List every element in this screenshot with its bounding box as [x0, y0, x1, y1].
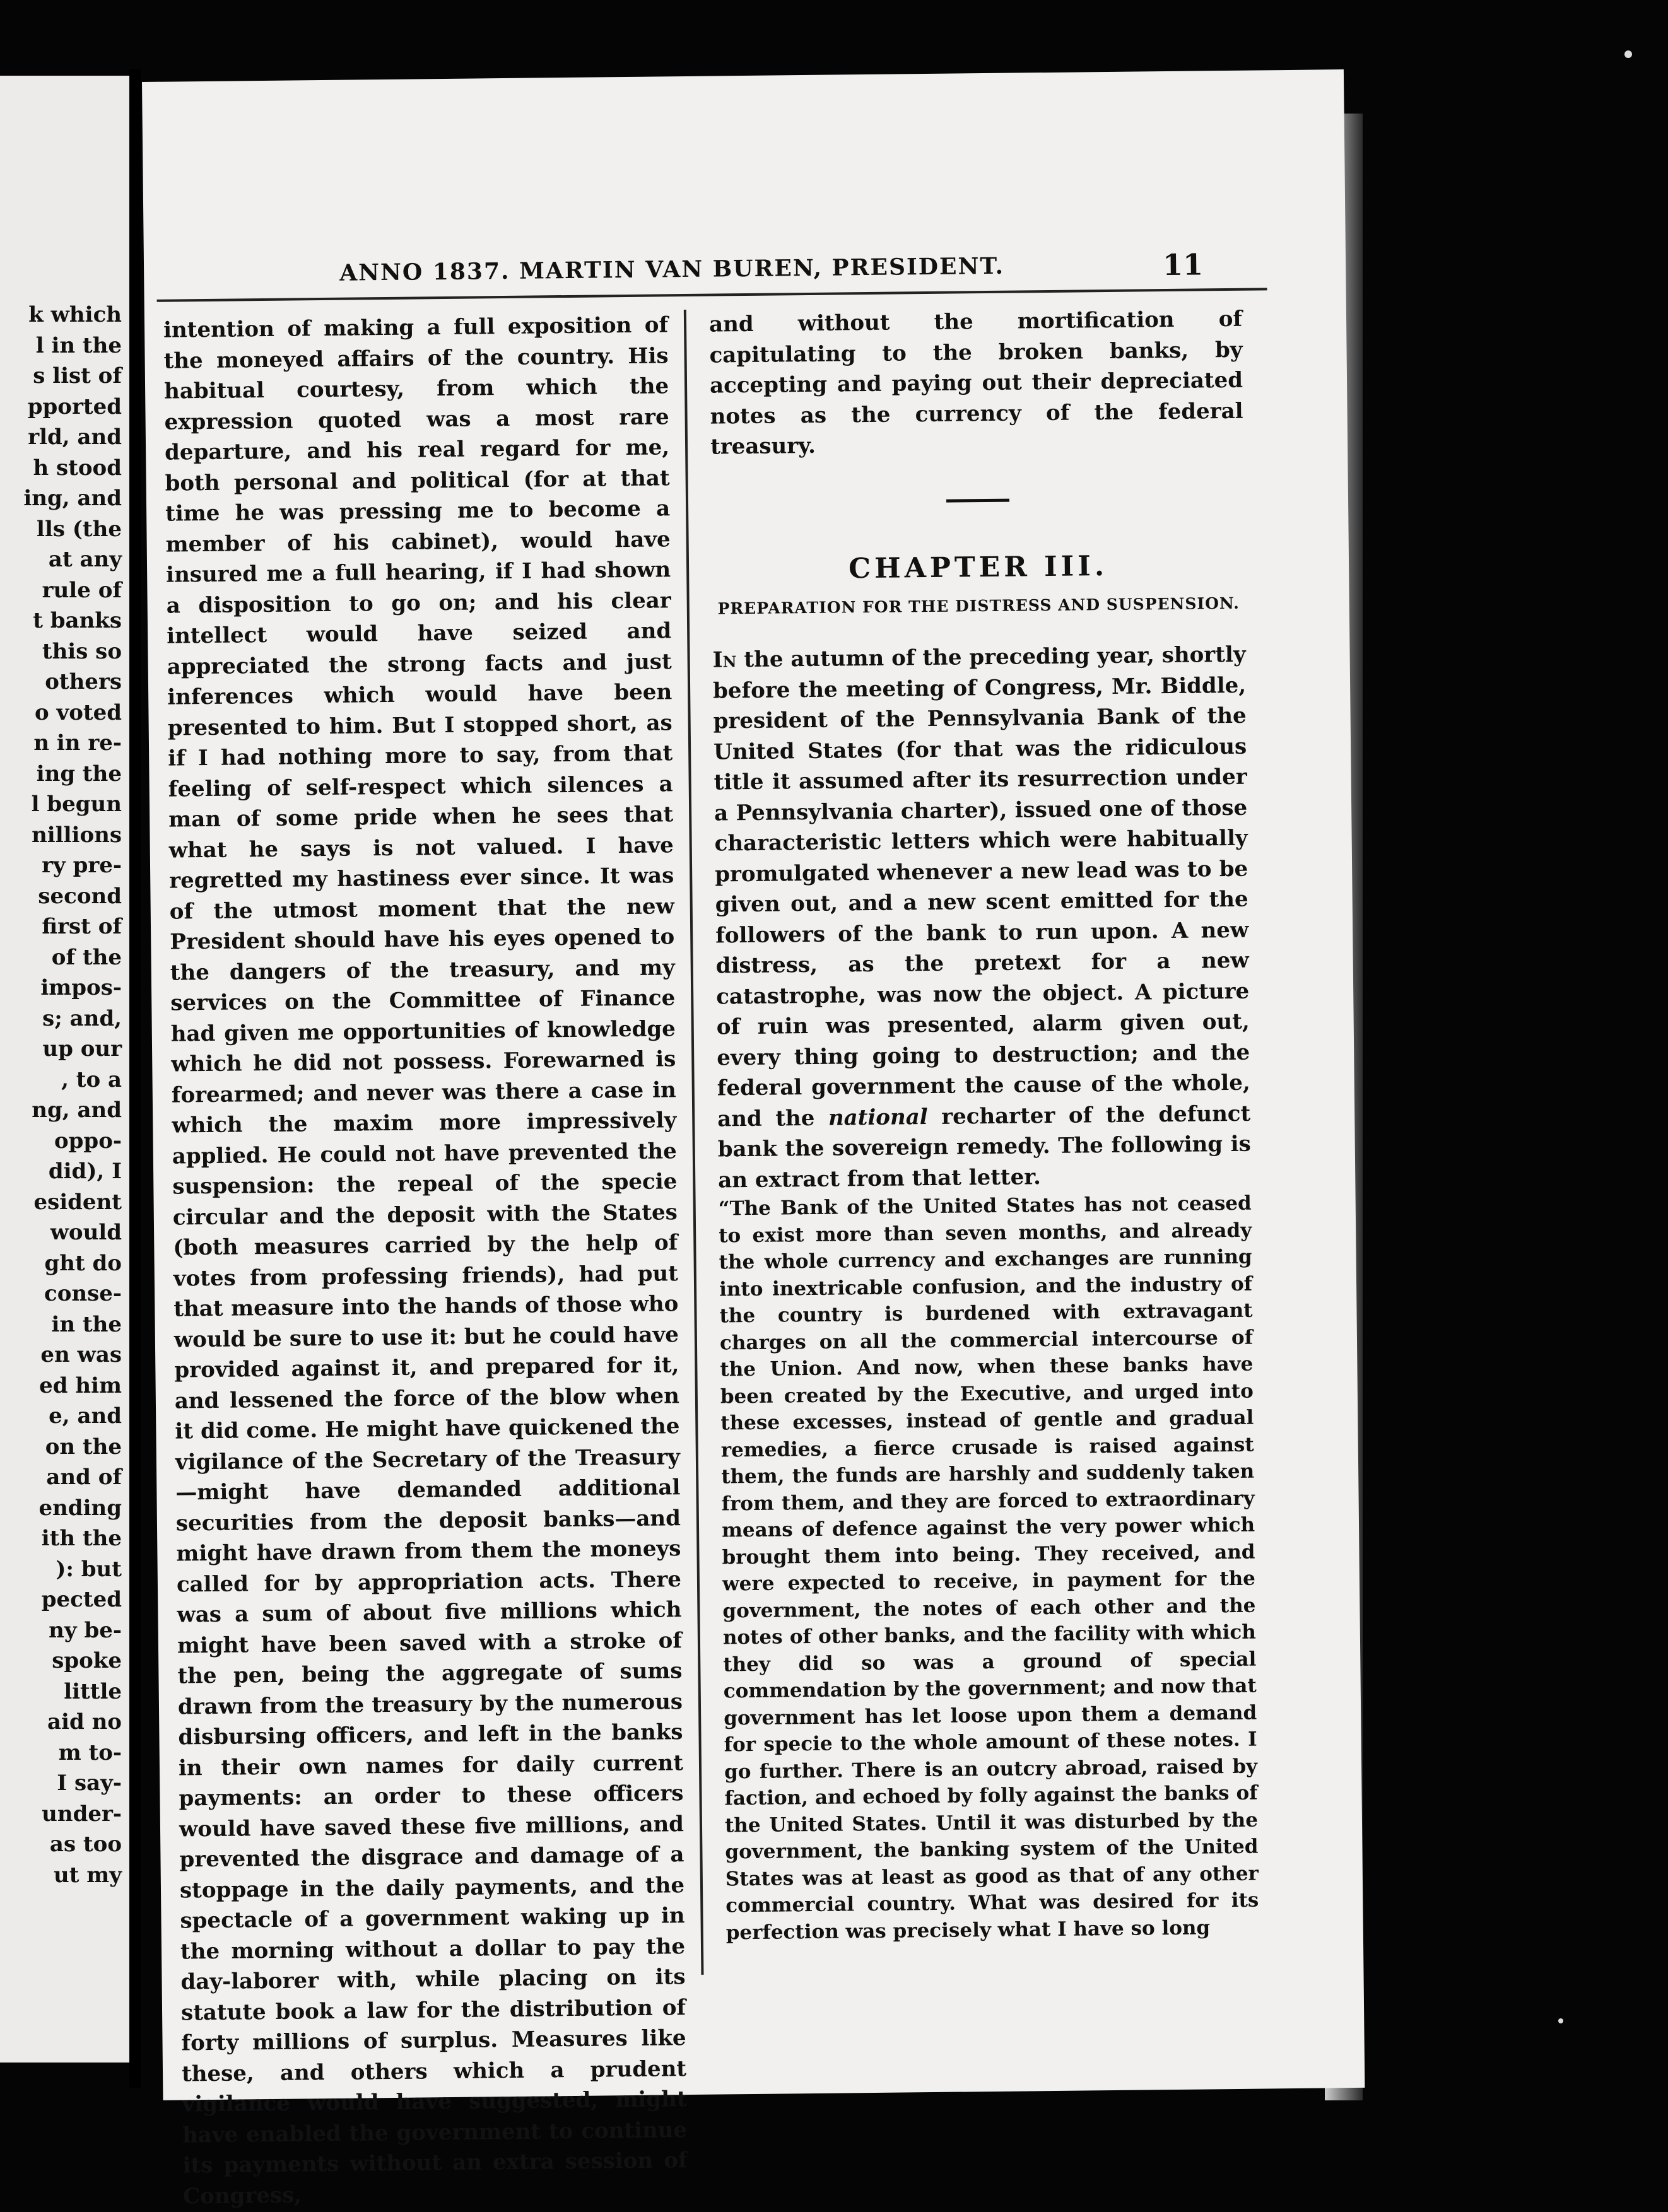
quoted-letter: “The Bank of the United States has not ceased to exist more than seven months, and already the whole currency and exchanges are running into inextricable confusion, and the industry of the country is burdened with extravagant charges on all the commercial intercourse of the Union. And now, when these banks have been created by the Executive, and urged into these excesses, instead of gentle and gradual remedies, a fierce crusade is raised against them, the funds are harshly and suddenly taken from them, and they are forced to extraordinary means of defence against the very power which brought them into being. They received, and were expected to receive, in payment for the government, the notes of each other and the notes of other banks, and the facility with which they did so was a ground of special commendation by the government; and now that government has let loose upon them a demand for specie to the whole amount of these notes. I go further. There is an outcry abroad, raised by faction, and echoed by folly against the banks of the United States. Until it was disturbed by the government, the banking system of the United States was at least as good as that of any other commercial country. What was desired for its perfection was precisely what I have so long [718, 1191, 1259, 1944]
previous-page-line: m to- [58, 1740, 122, 1765]
right-column [709, 304, 1259, 1946]
previous-page-line: second [38, 883, 122, 909]
previous-page-line: e, and [49, 1403, 122, 1429]
previous-page-line: l in the [35, 332, 122, 358]
right-column-top-text: and without the mortification of capitulating to the broken banks, by accepting and paying out their depreciated notes as the currency of the federal treasury. [708, 306, 1243, 460]
header-rule [157, 288, 1267, 301]
left-column [163, 310, 688, 2211]
previous-page-line: s; and, [42, 1005, 122, 1031]
chapter-title: CHAPTER III. [848, 549, 1108, 585]
book-page [142, 69, 1365, 2209]
scan-speck [1558, 2018, 1563, 2023]
chapter-paragraph [712, 640, 1251, 1196]
previous-page-line: ny be- [49, 1617, 122, 1643]
previous-page-line: rule of [42, 577, 122, 603]
chapter-subtitle: PREPARATION FOR THE DISTRESS AND SUSPENSION. [717, 594, 1240, 618]
previous-page-line: ing, and [23, 486, 122, 511]
previous-page-line: ng, and [32, 1097, 122, 1123]
previous-page-line: ith the [41, 1526, 122, 1551]
chapter-body-italic: national [828, 1104, 928, 1131]
previous-page-line: spoke [52, 1648, 122, 1673]
previous-page-line: would [50, 1220, 122, 1245]
previous-page-line: , to a [61, 1067, 122, 1092]
previous-page-line: first of [42, 914, 122, 939]
running-header: ANNO 1837. MARTIN VAN BUREN, PRESIDENT. [339, 252, 1005, 286]
previous-page-line: conse- [44, 1281, 122, 1306]
previous-page-line: under- [42, 1801, 122, 1827]
left-column-text: intention of making a full exposition of the moneyed affairs of the country. His habitual courtesy, from which the expression quoted was a most rare departure, and his real regard for me, both personal and political (for at that time he was pressing me to become a member of his cabinet), would have insured me a full hearing, if I had shown a disposition to go on; and his clear intellect would have seized and appreciated the strong facts and just inferences which would have been presented to him. But I stopped short, as if I had nothing more to say, from that feeling of self-respect which silences a man of some pride when he sees that what he says is not valued. I have regretted my hastiness ever since. It was of the utmost moment that the new President should have his eyes opened to the dangers of the treasury, and my services on the Committee of Finance had given me opportunities of knowledge which he did not possess. Forewarned is forearmed; and never was there a case in which the maxim more impressively applied. He could not have prevented the suspension: the repeal of the specie circular and the deposit with the States (both measures carried by the help of votes from professing friends), had put that measure into the hands of those who would be sure to use it: but he could have provided against it, and prepared for it, and lessened the force of the blow when it did come. He might have quickened the vigilance of the Secretary of the Treasury—might have demanded additional securities from the deposit banks—and might have drawn from them the moneys called for by appropriation acts. There was a sum of about five millions which might have been saved with a stroke of the pen, being the aggregate of sums drawn from the treasury by the numerous disbursing officers, and left in the banks in their own names for daily current payments: an order to these officers would have saved these five millions, and prevented the disgrace and damage of a stoppage in the daily payments, and the spectacle of a government waking up in the morning without a dollar to pay the day-laborer with, while placing on its statute book a law for the distribution of forty millions of surplus. Measures like these, and others which a prudent vigilance would have suggested, might have enabled the government to continue its payments without an extra session of Congress, [163, 312, 688, 2209]
previous-page-line: and of [46, 1465, 122, 1490]
column-divider [684, 310, 704, 1975]
section-ornament-rule [946, 498, 1009, 502]
previous-page-line: ry pre- [42, 853, 122, 878]
page-number: 11 [1162, 247, 1204, 283]
previous-page-line: pected [41, 1587, 122, 1612]
previous-page-line: little [64, 1678, 122, 1704]
previous-page-line: on the [45, 1434, 122, 1460]
previous-page-line: oppo- [54, 1128, 122, 1154]
scan-speck [1624, 50, 1632, 58]
previous-page-line: h stood [33, 455, 122, 481]
previous-page-line: esident [33, 1189, 122, 1215]
previous-page-line: impos- [40, 975, 122, 1000]
previous-page-line: l begun [31, 792, 122, 817]
previous-page-line: I say- [57, 1770, 122, 1796]
previous-page-line: ed him [39, 1372, 122, 1398]
previous-page-line: rld, and [28, 424, 122, 450]
chapter-first-word: In [712, 647, 737, 673]
previous-page-line: ending [38, 1495, 122, 1521]
previous-page-line: ght do [44, 1250, 122, 1276]
previous-page-line: t banks [33, 608, 122, 633]
previous-page-line: nillions [32, 822, 122, 848]
previous-page-strip [0, 76, 129, 2063]
previous-page-line: did), I [48, 1159, 122, 1184]
previous-page-line: pported [27, 394, 122, 419]
previous-page-line: this so [42, 638, 122, 664]
previous-page-line: others [45, 669, 122, 694]
previous-page-line: up our [42, 1036, 122, 1062]
previous-page-line: at any [48, 547, 122, 572]
previous-page-line: o voted [34, 699, 122, 725]
previous-page-line: n in re- [33, 730, 122, 756]
previous-page-line: in the [51, 1311, 122, 1337]
book-gutter [129, 69, 141, 2088]
chapter-body-end: recharter of the defunct bank the sovereign remedy. The following is an extract from that letter. [717, 1101, 1251, 1193]
previous-page-line: as too [49, 1832, 122, 1857]
previous-page-line: ut my [54, 1862, 122, 1888]
previous-page-line: aid no [47, 1709, 122, 1735]
previous-page-line: en was [40, 1342, 122, 1367]
chapter-body-text: the autumn of the preceding year, shortly before the meeting of Congress, Mr. Biddle, president of the Pennsylvania Bank of the United States (for that was the ridiculous title it assumed after its resurrection under a Pennsylvania charter), issued one of those characteristic letters which were habitually promulgated whenever a new lead was to be given out, and a new scent emitted for the followers of the bank to run upon. A new distress, as the pretext for a new catastrophe, was now the object. A picture of ruin was presented, alarm given out, every thing going to destruction; and the federal government the cause of the whole, and the [712, 641, 1250, 1132]
previous-page-line: s list of [33, 363, 122, 389]
previous-page-line: lls (the [37, 516, 122, 542]
previous-page-line: of the [51, 944, 122, 970]
previous-page-line: k which [28, 302, 122, 327]
previous-page-line: ing the [36, 761, 122, 787]
previous-page-line: ): but [56, 1556, 122, 1582]
